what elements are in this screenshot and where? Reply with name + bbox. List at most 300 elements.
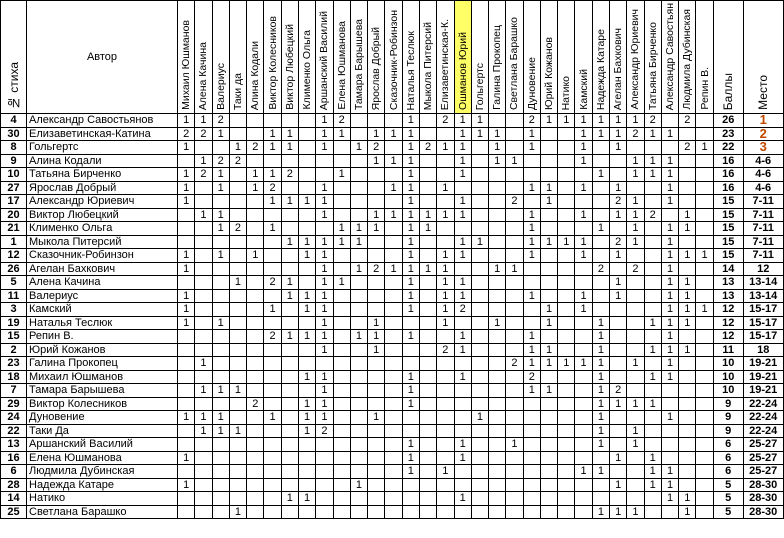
vote-cell: [350, 289, 367, 303]
vote-cell: [523, 478, 540, 492]
table-row: [1, 370, 784, 384]
vote-cell: [247, 465, 264, 479]
vote-cell: 1: [454, 276, 471, 290]
vote-cell: [627, 289, 644, 303]
table-row: [1, 168, 784, 182]
vote-cell: [212, 343, 229, 357]
vote-cell: [437, 384, 454, 398]
vote-cell: [316, 465, 333, 479]
vote-cell: 1: [454, 127, 471, 141]
vote-cell: [540, 465, 557, 479]
vote-cell: 1: [385, 262, 402, 276]
vote-cell: [350, 195, 367, 209]
vote-cell: 1: [316, 262, 333, 276]
vote-cell: 1: [661, 289, 678, 303]
judge-header: Мыкола Питерсий: [419, 1, 436, 114]
vote-cell: [264, 505, 281, 519]
vote-cell: 1: [264, 127, 281, 141]
vote-cell: 1: [454, 370, 471, 384]
vote-cell: 1: [298, 195, 315, 209]
vote-cell: 1: [627, 114, 644, 128]
vote-cell: 1: [558, 114, 575, 128]
vote-cell: [247, 127, 264, 141]
vote-cell: [281, 316, 298, 330]
vote-cell: [264, 370, 281, 384]
vote-cell: [212, 370, 229, 384]
vote-cell: [644, 181, 661, 195]
vote-cell: [489, 384, 506, 398]
vote-cell: 1: [316, 195, 333, 209]
author-name: Сказочник-Робинзон: [27, 249, 178, 263]
poem-number: 28: [1, 478, 27, 492]
vote-cell: [696, 154, 713, 168]
score-cell: 15: [713, 235, 743, 249]
score-cell: 6: [713, 438, 743, 452]
table-row: [1, 114, 784, 128]
vote-cell: 1: [247, 181, 264, 195]
vote-cell: [419, 168, 436, 182]
vote-cell: [540, 154, 557, 168]
vote-cell: [489, 438, 506, 452]
vote-cell: [333, 208, 350, 222]
vote-cell: [178, 424, 195, 438]
vote-cell: [558, 289, 575, 303]
author-name: Юрий Кожанов: [27, 343, 178, 357]
vote-cell: [506, 451, 523, 465]
score-cell: 23: [713, 127, 743, 141]
place-cell: 1: [743, 114, 783, 128]
vote-cell: [385, 438, 402, 452]
vote-cell: 1: [298, 397, 315, 411]
vote-cell: 1: [592, 343, 609, 357]
vote-cell: 1: [610, 505, 627, 519]
vote-cell: [247, 235, 264, 249]
vote-cell: [402, 357, 419, 371]
vote-cell: [281, 505, 298, 519]
vote-cell: [644, 235, 661, 249]
vote-cell: [627, 478, 644, 492]
vote-cell: 1: [195, 154, 212, 168]
vote-cell: [489, 249, 506, 263]
vote-cell: [247, 195, 264, 209]
vote-cell: [696, 168, 713, 182]
vote-cell: [333, 262, 350, 276]
author-name: Валериус: [27, 289, 178, 303]
vote-cell: [333, 343, 350, 357]
table-row: [1, 478, 784, 492]
place-cell: 2: [743, 127, 783, 141]
vote-cell: [333, 478, 350, 492]
vote-cell: [368, 249, 385, 263]
vote-cell: [419, 438, 436, 452]
vote-cell: [661, 451, 678, 465]
vote-cell: 1: [402, 181, 419, 195]
vote-cell: 1: [212, 249, 229, 263]
vote-cell: 1: [350, 262, 367, 276]
vote-cell: [195, 505, 212, 519]
vote-cell: [229, 357, 246, 371]
vote-cell: 1: [281, 276, 298, 290]
vote-cell: [229, 316, 246, 330]
vote-cell: 1: [489, 316, 506, 330]
judge-header: Ярослав Добрый: [368, 1, 385, 114]
vote-cell: [178, 276, 195, 290]
vote-cell: 1: [212, 424, 229, 438]
vote-cell: [558, 316, 575, 330]
vote-cell: 1: [316, 303, 333, 317]
vote-cell: [229, 195, 246, 209]
judge-header: Михаил Юшманов: [178, 1, 195, 114]
vote-cell: 1: [195, 411, 212, 425]
vote-cell: [437, 168, 454, 182]
vote-cell: 1: [402, 168, 419, 182]
score-cell: 15: [713, 208, 743, 222]
vote-cell: 1: [368, 222, 385, 236]
vote-cell: 1: [661, 222, 678, 236]
vote-cell: [247, 303, 264, 317]
vote-cell: 1: [454, 289, 471, 303]
vote-cell: [247, 492, 264, 506]
vote-cell: [178, 505, 195, 519]
poem-number: 9: [1, 154, 27, 168]
vote-cell: 2: [419, 141, 436, 155]
vote-cell: 1: [679, 289, 696, 303]
vote-cell: [298, 438, 315, 452]
poem-number: 29: [1, 397, 27, 411]
vote-cell: 1: [575, 235, 592, 249]
vote-cell: [350, 357, 367, 371]
vote-cell: [247, 316, 264, 330]
vote-cell: [558, 127, 575, 141]
vote-cell: [540, 208, 557, 222]
vote-cell: [575, 438, 592, 452]
vote-cell: [419, 127, 436, 141]
vote-cell: 1: [661, 127, 678, 141]
place-cell: 19-21: [743, 357, 783, 371]
vote-cell: 1: [316, 343, 333, 357]
table-row: [1, 208, 784, 222]
place-cell: 4-6: [743, 181, 783, 195]
vote-cell: 1: [679, 492, 696, 506]
vote-cell: 2: [506, 357, 523, 371]
vote-cell: 1: [178, 411, 195, 425]
vote-cell: [419, 276, 436, 290]
score-cell: 6: [713, 451, 743, 465]
vote-cell: [506, 303, 523, 317]
header-row: [1, 1, 784, 114]
vote-cell: 1: [558, 235, 575, 249]
vote-cell: [247, 276, 264, 290]
judge-header: Александр Юриевич: [627, 1, 644, 114]
place-cell: 25-27: [743, 465, 783, 479]
vote-cell: [627, 249, 644, 263]
vote-cell: [575, 492, 592, 506]
vote-cell: [195, 276, 212, 290]
vote-cell: [610, 343, 627, 357]
vote-cell: [419, 370, 436, 384]
vote-cell: 1: [454, 114, 471, 128]
place-cell: 7-11: [743, 208, 783, 222]
vote-cell: 1: [454, 343, 471, 357]
vote-cell: [333, 181, 350, 195]
vote-cell: [592, 478, 609, 492]
vote-cell: [471, 141, 488, 155]
vote-cell: [471, 465, 488, 479]
vote-cell: [523, 424, 540, 438]
vote-cell: 1: [368, 208, 385, 222]
vote-cell: 1: [610, 114, 627, 128]
vote-cell: [575, 397, 592, 411]
vote-cell: 1: [264, 303, 281, 317]
vote-cell: [627, 303, 644, 317]
vote-cell: [385, 276, 402, 290]
vote-cell: [195, 316, 212, 330]
vote-cell: [575, 424, 592, 438]
vote-cell: 1: [627, 424, 644, 438]
vote-cell: [610, 357, 627, 371]
vote-cell: [385, 397, 402, 411]
vote-cell: [523, 492, 540, 506]
vote-cell: 2: [437, 343, 454, 357]
place-cell: 3: [743, 141, 783, 155]
vote-cell: 1: [610, 276, 627, 290]
vote-cell: [644, 438, 661, 452]
vote-cell: [471, 370, 488, 384]
vote-cell: [558, 492, 575, 506]
vote-cell: [558, 154, 575, 168]
vote-cell: 1: [316, 397, 333, 411]
vote-cell: 1: [212, 411, 229, 425]
vote-cell: [385, 478, 402, 492]
vote-cell: 2: [679, 114, 696, 128]
vote-cell: [368, 505, 385, 519]
table-row: [1, 141, 784, 155]
vote-cell: 2: [644, 208, 661, 222]
vote-cell: [471, 262, 488, 276]
vote-cell: [506, 222, 523, 236]
author-name: Камский: [27, 303, 178, 317]
vote-cell: [454, 357, 471, 371]
vote-cell: 1: [661, 357, 678, 371]
vote-cell: [644, 303, 661, 317]
poem-number: 21: [1, 222, 27, 236]
vote-cell: 1: [368, 127, 385, 141]
judge-header: Галина Прокопец: [489, 1, 506, 114]
vote-cell: [437, 127, 454, 141]
vote-cell: 1: [419, 208, 436, 222]
vote-cell: 1: [540, 114, 557, 128]
vote-cell: [627, 370, 644, 384]
place-cell: 25-27: [743, 438, 783, 452]
vote-cell: [385, 235, 402, 249]
vote-cell: [264, 343, 281, 357]
vote-cell: [350, 127, 367, 141]
vote-cell: [402, 343, 419, 357]
vote-cell: [281, 411, 298, 425]
vote-cell: [264, 114, 281, 128]
vote-cell: 1: [437, 289, 454, 303]
vote-cell: [229, 397, 246, 411]
vote-cell: [368, 303, 385, 317]
vote-cell: [696, 438, 713, 452]
vote-cell: 1: [402, 249, 419, 263]
poem-number: 10: [1, 168, 27, 182]
vote-cell: 1: [402, 384, 419, 398]
vote-cell: 2: [195, 127, 212, 141]
vote-cell: [696, 384, 713, 398]
vote-cell: [540, 397, 557, 411]
vote-cell: [610, 154, 627, 168]
vote-cell: 2: [247, 141, 264, 155]
vote-cell: [592, 451, 609, 465]
vote-cell: [229, 262, 246, 276]
vote-cell: 1: [333, 127, 350, 141]
vote-cell: [402, 492, 419, 506]
vote-cell: [333, 451, 350, 465]
vote-cell: 1: [592, 168, 609, 182]
vote-cell: [402, 411, 419, 425]
poem-number: 18: [1, 370, 27, 384]
vote-cell: [471, 357, 488, 371]
vote-cell: [610, 465, 627, 479]
vote-cell: [679, 411, 696, 425]
poem-number: 1: [1, 235, 27, 249]
vote-cell: 1: [540, 384, 557, 398]
vote-cell: [229, 343, 246, 357]
vote-cell: [229, 330, 246, 344]
vote-cell: 1: [368, 411, 385, 425]
vote-cell: [454, 424, 471, 438]
vote-cell: [229, 289, 246, 303]
vote-cell: 1: [368, 154, 385, 168]
vote-cell: [575, 343, 592, 357]
poem-number: 4: [1, 114, 27, 128]
vote-cell: [264, 397, 281, 411]
author-name: Натико: [27, 492, 178, 506]
vote-cell: [419, 357, 436, 371]
vote-cell: [627, 384, 644, 398]
vote-cell: [385, 370, 402, 384]
vote-cell: [558, 330, 575, 344]
vote-cell: [644, 384, 661, 398]
vote-cell: 1: [523, 208, 540, 222]
author-name: Александр Савостьянов: [27, 114, 178, 128]
vote-cell: [627, 451, 644, 465]
vote-cell: 1: [195, 384, 212, 398]
vote-cell: [610, 262, 627, 276]
vote-cell: [523, 505, 540, 519]
vote-cell: [419, 303, 436, 317]
vote-cell: [523, 397, 540, 411]
vote-cell: 1: [229, 384, 246, 398]
score-cell: 12: [713, 316, 743, 330]
vote-cell: 1: [592, 438, 609, 452]
vote-cell: [506, 208, 523, 222]
vote-cell: 1: [661, 465, 678, 479]
vote-cell: [644, 262, 661, 276]
vote-cell: [385, 424, 402, 438]
author-name: Наталья Теслюк: [27, 316, 178, 330]
vote-cell: 1: [402, 222, 419, 236]
vote-cell: [419, 289, 436, 303]
poem-number: 11: [1, 289, 27, 303]
vote-cell: [506, 424, 523, 438]
author-header: Автор: [27, 1, 178, 114]
judge-header: Камский: [575, 1, 592, 114]
vote-cell: 1: [661, 370, 678, 384]
vote-cell: 1: [298, 411, 315, 425]
vote-cell: [575, 316, 592, 330]
vote-cell: 1: [592, 370, 609, 384]
poem-number: 19: [1, 316, 27, 330]
vote-cell: 1: [523, 235, 540, 249]
vote-cell: 1: [575, 127, 592, 141]
vote-cell: [575, 505, 592, 519]
author-name: Таки Да: [27, 424, 178, 438]
vote-cell: 2: [506, 195, 523, 209]
vote-cell: [298, 316, 315, 330]
author-name: Людмила Дубинская: [27, 465, 178, 479]
vote-cell: 1: [679, 505, 696, 519]
vote-cell: 1: [610, 127, 627, 141]
vote-cell: 1: [298, 370, 315, 384]
vote-cell: [661, 208, 678, 222]
vote-cell: [471, 154, 488, 168]
vote-cell: [419, 114, 436, 128]
place-cell: 18: [743, 343, 783, 357]
vote-cell: [247, 411, 264, 425]
vote-cell: [454, 478, 471, 492]
vote-cell: 1: [610, 249, 627, 263]
vote-cell: [644, 276, 661, 290]
vote-cell: 1: [333, 168, 350, 182]
vote-cell: [229, 478, 246, 492]
vote-cell: [523, 411, 540, 425]
poem-number: 6: [1, 465, 27, 479]
vote-cell: 2: [627, 262, 644, 276]
vote-cell: [644, 289, 661, 303]
vote-cell: 1: [523, 384, 540, 398]
score-cell: 22: [713, 141, 743, 155]
vote-cell: [558, 384, 575, 398]
vote-cell: [644, 249, 661, 263]
vote-cell: [558, 438, 575, 452]
vote-cell: [229, 114, 246, 128]
vote-cell: [627, 181, 644, 195]
vote-cell: [264, 465, 281, 479]
vote-cell: [281, 397, 298, 411]
judge-header: Таки да: [229, 1, 246, 114]
vote-cell: [350, 168, 367, 182]
vote-cell: [558, 262, 575, 276]
vote-cell: 1: [316, 276, 333, 290]
vote-cell: [264, 262, 281, 276]
vote-cell: 1: [610, 289, 627, 303]
vote-cell: [350, 303, 367, 317]
vote-cell: [195, 195, 212, 209]
vote-cell: 2: [212, 154, 229, 168]
vote-cell: [506, 141, 523, 155]
vote-cell: [212, 451, 229, 465]
vote-cell: 1: [316, 141, 333, 155]
vote-cell: 1: [437, 465, 454, 479]
vote-cell: [350, 438, 367, 452]
vote-cell: [558, 141, 575, 155]
num-header: № стиха: [1, 1, 27, 114]
table-row: [1, 343, 784, 357]
vote-cell: 1: [679, 343, 696, 357]
author-name: Михаил Юшманов: [27, 370, 178, 384]
